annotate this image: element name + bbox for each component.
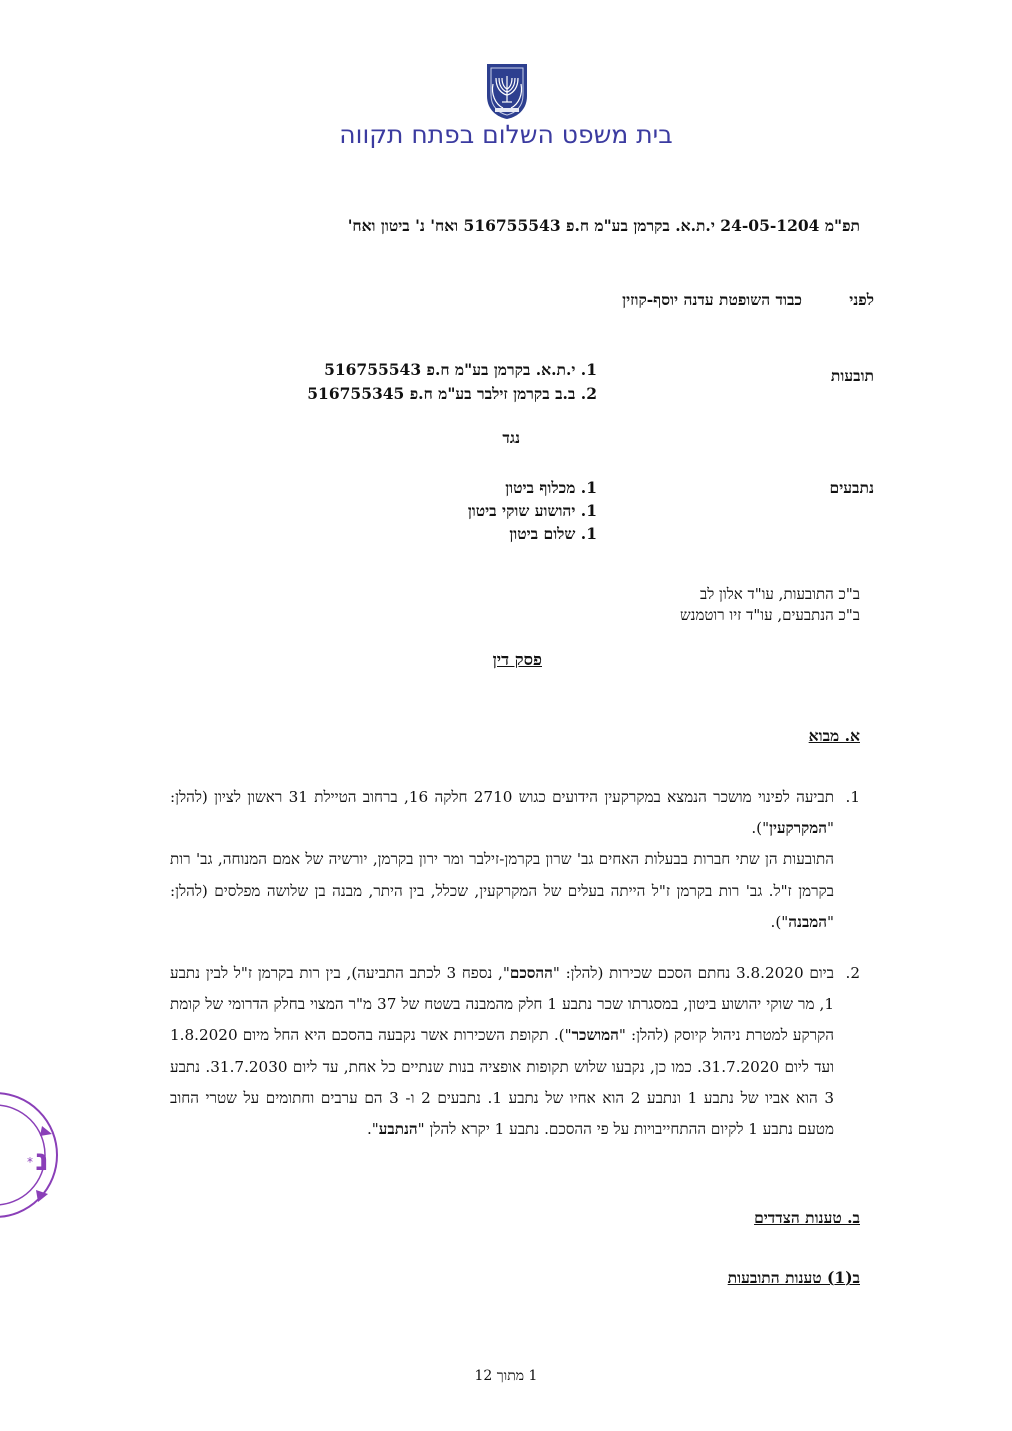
page-number: 1 מתוך 12 xyxy=(474,1368,538,1384)
versus-label: נגד xyxy=(502,428,520,447)
paragraph-text: התובעות הן שתי חברות בבעלות האחים גב' שרון בקרמן-זילבר ומר ירון בקרמן, יורשיה של אמם המנוחה, גב' רות בקרמן ז"ל. גב' רות בקרמן ז"ל הייתה בעלים של המקרקעין, שכלל, בין היתר, מבנה בן שלושה מפלסים (להלן: " xyxy=(170,850,834,931)
official-seal-stamp xyxy=(0,1090,60,1220)
paragraph-text: "). תקופת השכירות אשר נקבעה בהסכם היא החל מיום 1.8.2020 ועד ליום 31.7.2020. כמו כן, נקבעו שלוש תקופות אופציה בנות שנתיים כל אחת, עד ליום 31.7.2030. נתבע 3 הוא אביו של נתבע 1 ונתבע 2 הוא אחיו של נתבע 1. נתבעים 2 ו- 3 הם ערבים וחתומים על שטרי החוב מטעם נתבע 1 לקיום ההתחייבויות על פי ההסכם. נתבע 1 יקרא להלן " xyxy=(170,1026,834,1139)
paragraph-text: ביום 3.8.2020 נחתם הסכם שכירות (להלן: " xyxy=(552,964,834,982)
defined-term: המבנה xyxy=(788,912,827,931)
paragraph-number: 1. xyxy=(845,788,860,806)
counsel-line: ב"כ התובעות, עו"ד אלון לב xyxy=(700,585,860,603)
court-name: בית משפט השלום בפתח תקווה xyxy=(339,120,673,149)
counsel-line: ב"כ הנתבעים, עו"ד זיו רוטמנש xyxy=(679,606,860,624)
plaintiff-item: 2. ב.ב בקרמן זילבר בע"מ ח.פ 516755345 xyxy=(307,384,597,403)
paragraph-text: תביעה לפינוי מושכר הנמצא במקרקעין הידועים כגוש 2710 חלקה 16, ברחוב הטיילת 31 ראשון לציון (להלן: " xyxy=(170,788,834,838)
paragraph-number: 2. xyxy=(845,964,860,982)
defendant-item: 1. מכלוף ביטון xyxy=(505,478,597,497)
paragraph-body xyxy=(170,958,834,1145)
seal-letter: נ xyxy=(35,1143,49,1178)
defendants-label: נתבעים xyxy=(829,478,874,497)
state-emblem-icon xyxy=(485,62,529,120)
defined-term: המקרקעין xyxy=(769,819,827,838)
before-label: לפני xyxy=(849,290,874,309)
case-number-line: תפ"מ 24-05-1204 י.ת.א. בקרמן בע"מ ח.פ 516755543 ואח' נ' ביטון ואח' xyxy=(347,216,860,235)
paragraph-body xyxy=(170,782,834,938)
section-heading: ב. טענות הצדדים xyxy=(754,1208,860,1227)
defined-term: הנתבע xyxy=(378,1120,418,1139)
svg-text:*: * xyxy=(27,1155,33,1169)
judge-name: כבוד השופטת עדנה יוסף-קוזין xyxy=(622,290,802,309)
defendant-item: 1. שלום ביטון xyxy=(509,524,597,543)
paragraph-text: ", נספח 3 לכתב התביעה), בין רות בקרמן ז"ל לבין נתבע 1, מר שוקי יהושוע ביטון, במסגרתו שכר נתבע 1 חלק מהמבנה בשטח של 37 מ"ר המצוי בחלק הדרומי של קומת הקרקע למטרת ניהול קיוסק (להלן: " xyxy=(170,964,834,1045)
document-title: פסק דין xyxy=(492,650,542,669)
paragraph-text: "). xyxy=(770,912,789,931)
paragraph-text: "). xyxy=(751,819,770,838)
plaintiffs-label: תובעות xyxy=(830,366,874,385)
section-heading: א. מבוא xyxy=(808,726,860,745)
paragraph-1 xyxy=(170,782,860,938)
plaintiff-item: 1. י.ת.א. בקרמן בע"מ ח.פ 516755543 xyxy=(324,360,597,379)
defined-term: ההסכם xyxy=(509,964,553,982)
paragraph-text: ". xyxy=(366,1120,379,1139)
defined-term: המושכר xyxy=(571,1026,619,1045)
paragraph-2 xyxy=(170,958,860,1145)
defendant-item: 1. יהושוע שוקי ביטון xyxy=(467,501,597,520)
subsection-heading: ב(1) טענות התובעות xyxy=(727,1268,860,1287)
